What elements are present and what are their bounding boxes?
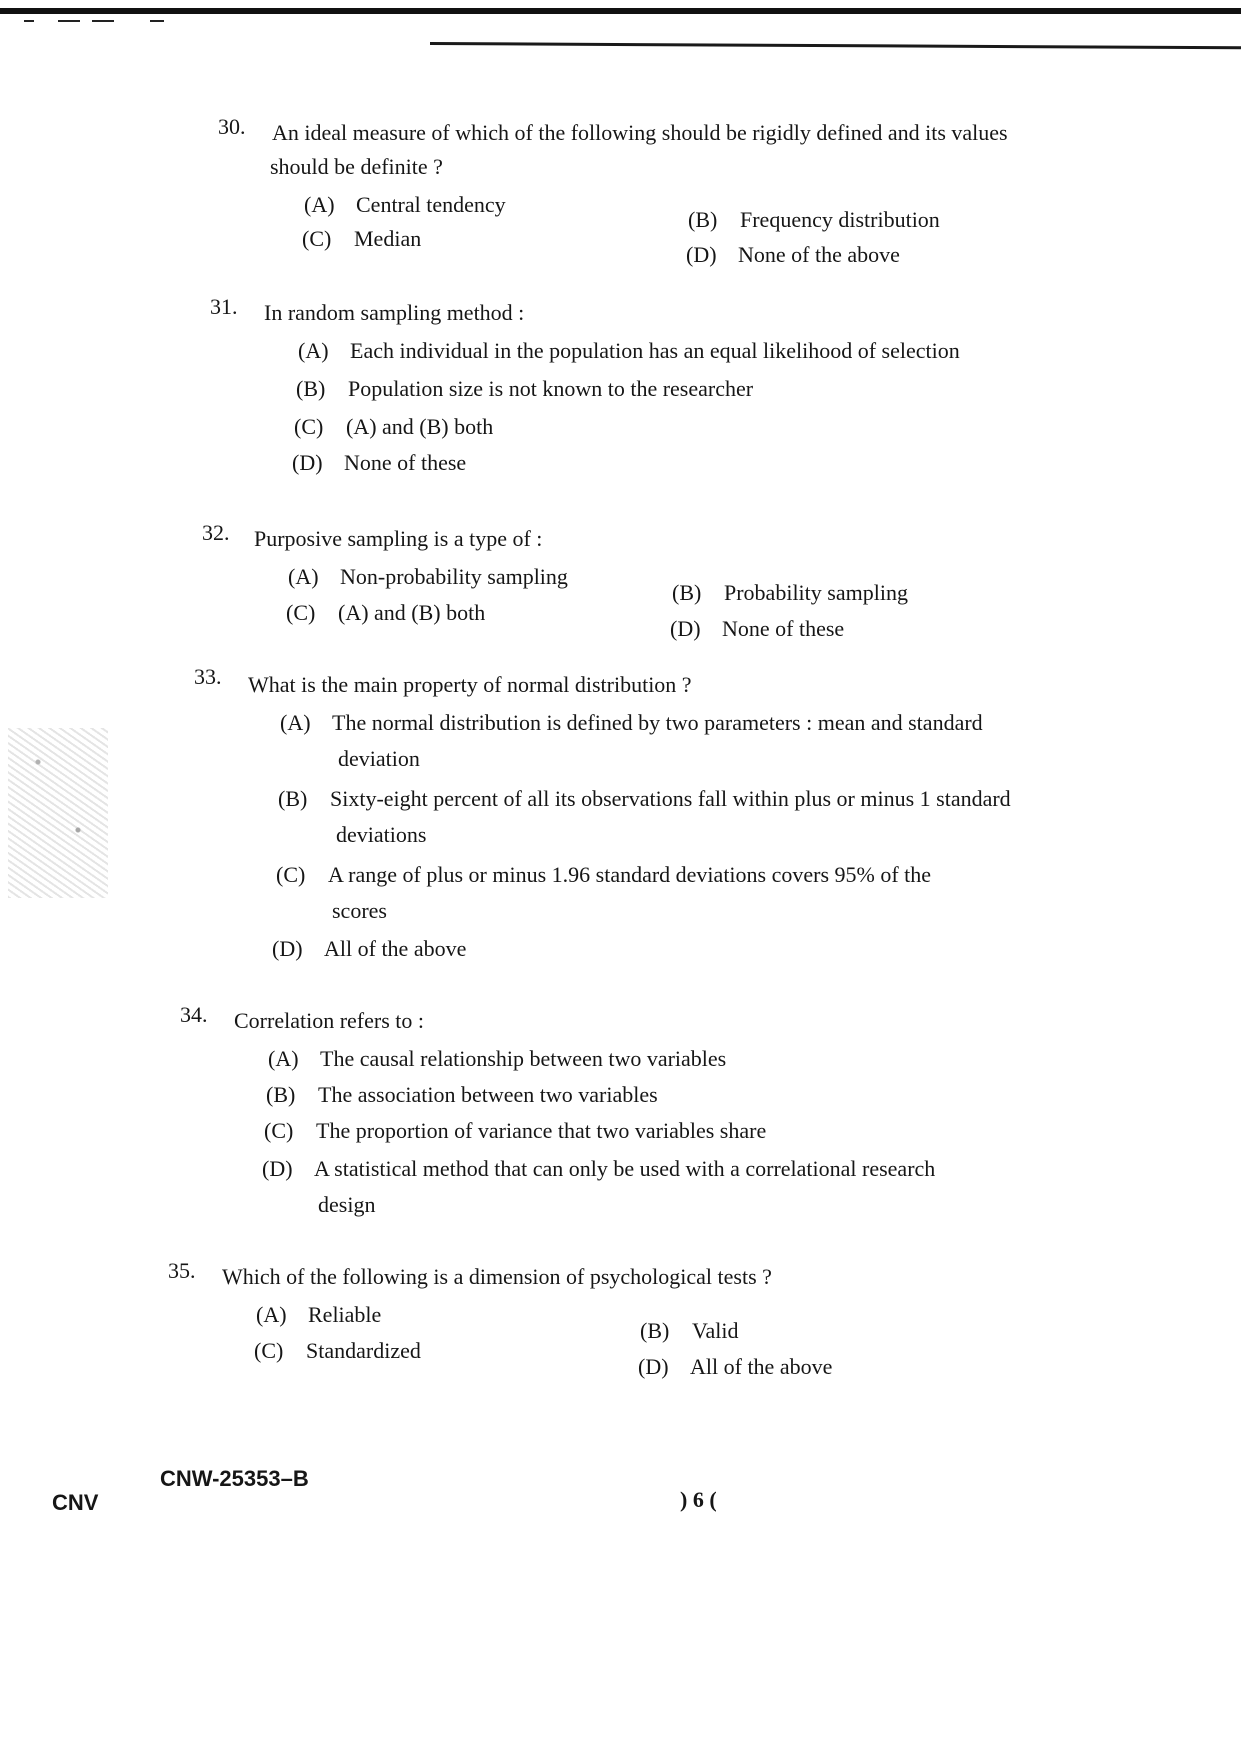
option-label: (C) [302,226,332,251]
option-label: (C) [286,600,316,625]
option-text: design [318,1192,376,1217]
booklet-code-cropped: CNV [52,1490,99,1515]
option-d [262,1154,935,1184]
option-c [264,1116,766,1146]
option-label: (A) [298,338,329,363]
booklet-code: CNW-25353–B [160,1466,309,1491]
question-stem-line: What is the main property of normal distribution ? [248,672,692,697]
option-text: Central tendency [356,192,506,217]
option-text: A range of plus or minus 1.96 standard deviations covers 95% of the [328,862,932,887]
option-label: (A) [280,710,311,735]
option-a [298,336,960,366]
page-number: ) 6 ( [680,1487,717,1512]
option-text: Non-probability sampling [340,564,568,589]
option-b [266,1080,658,1110]
option-a-continuation [338,744,420,774]
option-text: A statistical method that can only be used with a correlational research [314,1156,936,1181]
option-label: (B) [672,580,702,605]
option-b [640,1316,738,1346]
question-stem-line: Correlation refers to : [234,1008,424,1033]
scan-noise-artifact [8,728,108,898]
question-number: 32. [202,520,230,545]
option-label: (C) [294,414,324,439]
option-text: The causal relationship between two variables [320,1046,727,1071]
option-label: (D) [292,450,323,475]
option-d-continuation [318,1190,375,1220]
option-c [286,598,485,628]
question-stem-line: should be definite ? [270,154,443,179]
option-text: Valid [692,1318,739,1343]
option-text: Population size is not known to the researcher [348,376,754,401]
question-stem-line: Purposive sampling is a type of : [254,526,543,551]
scan-dash [150,20,164,22]
option-text: None of the above [738,242,900,267]
option-text: deviation [338,746,420,771]
question-number: 34. [180,1002,208,1027]
option-b [296,374,753,404]
option-b [688,205,940,235]
option-label: (C) [254,1338,284,1363]
option-a [268,1044,726,1074]
option-d [638,1352,832,1382]
option-text: Probability sampling [724,580,908,605]
option-label: (B) [640,1318,670,1343]
option-b-continuation [336,820,426,850]
option-c [276,860,931,890]
option-label: (D) [262,1156,293,1181]
option-a [280,708,983,738]
option-text: The proportion of variance that two variables share [316,1118,767,1143]
option-label: (D) [272,936,303,961]
option-text: scores [332,898,387,923]
option-label: (A) [288,564,319,589]
option-d [272,934,466,964]
option-label: (A) [256,1302,287,1327]
question-number: 35. [168,1258,196,1283]
scan-top-rule [430,42,1241,49]
option-text: All of the above [324,936,467,961]
option-b [278,784,1011,814]
option-text: All of the above [690,1354,833,1379]
option-text: Standardized [306,1338,421,1363]
option-a [288,562,568,592]
option-label: (B) [278,786,308,811]
option-label: (D) [638,1354,669,1379]
option-a [304,190,506,220]
option-d [686,240,900,270]
scan-dash [92,20,114,22]
option-c [294,412,493,442]
scan-dash [58,20,80,22]
option-label: (B) [296,376,326,401]
option-text: (A) and (B) both [338,600,486,625]
option-d [292,448,466,478]
option-text: Each individual in the population has an equal likelihood of selection [350,338,960,363]
option-label: (A) [304,192,335,217]
option-text: None of these [344,450,467,475]
option-label: (D) [686,242,717,267]
option-text: The association between two variables [318,1082,658,1107]
option-c-continuation [332,896,387,926]
option-label: (B) [688,207,718,232]
question-stem-line: An ideal measure of which of the following should be rigidly defined and its values [272,120,1008,145]
option-text: Frequency distribution [740,207,940,232]
question-stem-line: In random sampling method : [264,300,525,325]
option-label: (A) [268,1046,299,1071]
question-stem-line: Which of the following is a dimension of psychological tests ? [222,1264,772,1289]
option-label: (B) [266,1082,296,1107]
option-text: deviations [336,822,427,847]
question-number: 30. [218,114,246,139]
option-label: (C) [276,862,306,887]
option-text: None of these [722,616,845,641]
option-d [670,614,844,644]
scan-dash [24,20,34,22]
option-text: Reliable [308,1302,382,1327]
option-label: (D) [670,616,701,641]
option-a [256,1300,381,1330]
option-text: Median [354,226,422,251]
option-label: (C) [264,1118,294,1143]
question-number: 31. [210,294,238,319]
option-b [672,578,908,608]
option-c [302,224,421,254]
option-c [254,1336,421,1366]
scan-top-border [0,8,1241,14]
option-text: Sixty-eight percent of all its observations fall within plus or minus 1 standard [330,786,1011,811]
option-text: (A) and (B) both [346,414,494,439]
question-number: 33. [194,664,222,689]
option-text: The normal distribution is defined by two parameters : mean and standard [332,710,983,735]
